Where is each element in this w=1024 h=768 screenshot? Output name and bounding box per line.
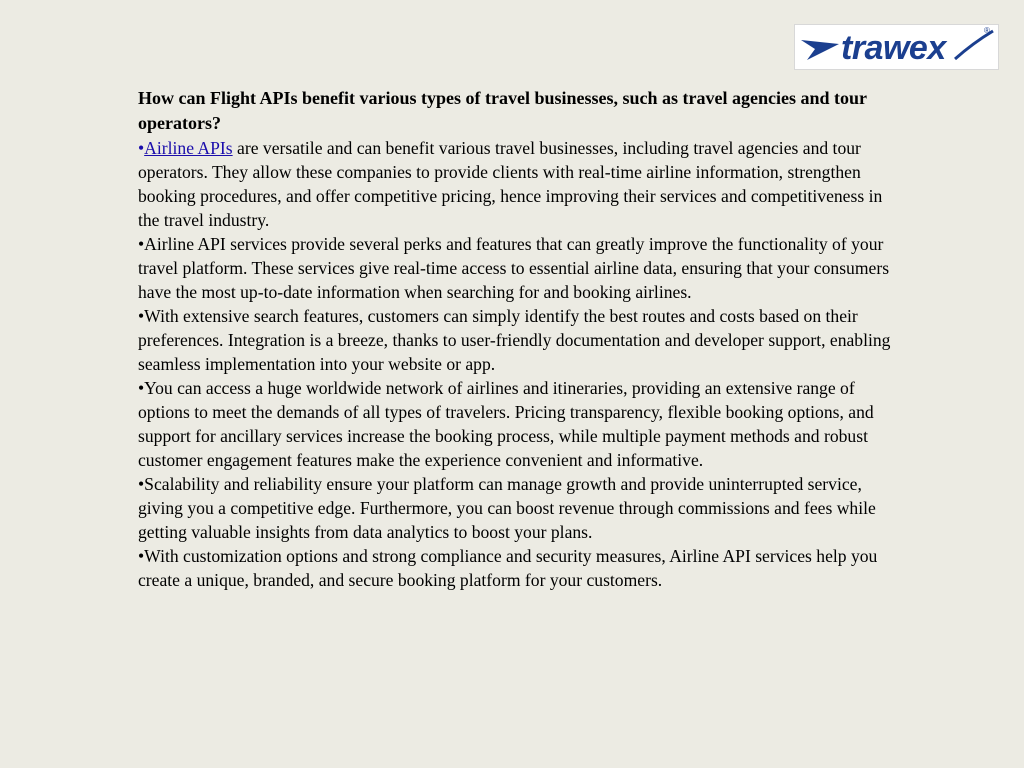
- bullet: •: [138, 378, 145, 398]
- paragraph-3: [138, 304, 908, 376]
- paragraph-2-text: Airline API services provide several perks and features that can greatly improve the functionality of your travel platform. These services give real-time access to essential airline data, ensuring that your consumers have the most up-to-date information when searching for and booking airlines.: [138, 234, 890, 302]
- airline-apis-link[interactable]: Airline APIs: [144, 138, 233, 158]
- bullet: •: [138, 474, 145, 494]
- bullet: •: [138, 234, 145, 254]
- bullet: •: [138, 546, 145, 566]
- paragraph-4-text: You can access a huge worldwide network of airlines and itineraries, providing an extensive range of options to meet the demands of all types of travelers. Pricing transparency, flexible booking options, and support for ancillary services increase the booking process, while multiple payment methods and robust customer engagement features make the experience convenient and informative.: [138, 378, 874, 470]
- paragraph-4: [138, 376, 908, 472]
- logo-wordmark: trawex: [841, 29, 946, 67]
- slide-title: How can Flight APIs benefit various types of travel businesses, such as travel agencies and tour operators?: [138, 88, 867, 133]
- paragraph-6: [138, 544, 908, 592]
- paragraph-1-text: are versatile and can benefit various travel businesses, including travel agencies and tour operators. They allow these companies to provide clients with real-time airline information, strengthen booking procedures, and offer competitive pricing, hence improving their services and competitiveness in the travel industry.: [138, 138, 883, 230]
- slide-content: [138, 86, 908, 592]
- trawex-logo: [794, 24, 999, 70]
- bullet: •: [138, 138, 145, 158]
- paragraph-1: [138, 136, 908, 232]
- logo-x-accent: [955, 31, 993, 59]
- registered-mark: ®: [984, 26, 990, 35]
- bullet: •: [138, 306, 145, 326]
- paragraph-5-text: Scalability and reliability ensure your platform can manage growth and provide uninterrupted service, giving you a competitive edge. Furthermore, you can boost revenue through commissions and fees while getting valuable insights from data analytics to boost your plans.: [138, 474, 876, 542]
- paragraph-5: [138, 472, 908, 544]
- paragraph-3-text: With extensive search features, customers can simply identify the best routes and costs based on their preferences. Integration is a breeze, thanks to user-friendly documentation and developer support, enabling seamless implementation into your website or app.: [138, 306, 891, 374]
- paragraph-2: [138, 232, 908, 304]
- trawex-logo-graphic: [795, 25, 998, 69]
- plane-swoosh-icon: [801, 40, 839, 60]
- paragraph-6-text: With customization options and strong compliance and security measures, Airline API services help you create a unique, branded, and secure booking platform for your customers.: [138, 546, 878, 590]
